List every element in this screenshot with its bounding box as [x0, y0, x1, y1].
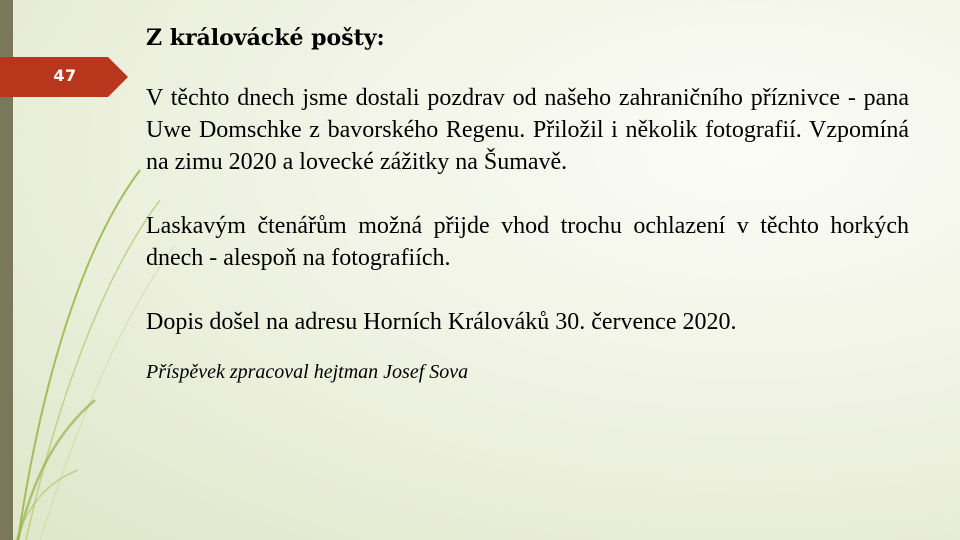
paragraph-letter-date: Dopis došel na adresu Horních Králováků 30. července 2020. — [146, 309, 737, 335]
page-number: 47 — [53, 66, 77, 85]
paragraph-greeting: V těchto dnech jsme dostali pozdrav od našeho zahraničního příznivce - pana Uwe Domschke z bavorského Regenu. Přiložil i několik fotografií. Vzpomíná na zimu 2020 a lovecké zážitky na Šumavě. — [146, 85, 909, 175]
paragraph-readers: Laskavým čtenářům možná přijde vhod trochu ochlazení v těchto horkých dnech - alespoň na fotografiích. — [146, 213, 909, 271]
slide-content — [146, 22, 909, 386]
author-credit: Příspěvek zpracoval hejtman Josef Sova — [146, 361, 469, 383]
slide-heading: Z královácké pošty: — [146, 25, 385, 51]
